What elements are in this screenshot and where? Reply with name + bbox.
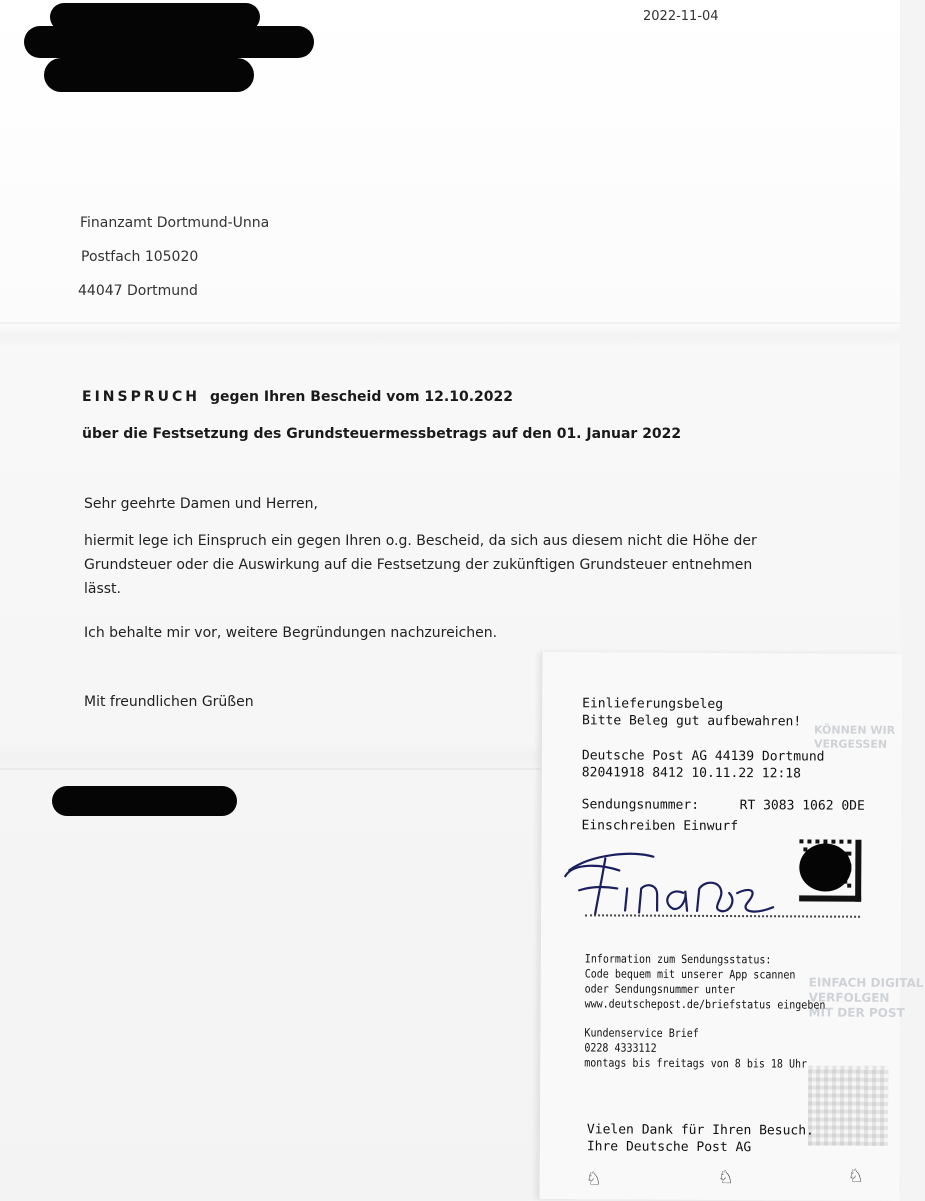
background-print: VERFOLGEN — [808, 990, 890, 1005]
posthorn-icon: ♘ — [717, 1166, 734, 1189]
info-title: Information zum Sendungsstatus: — [584, 953, 772, 967]
support-hours: montags bis freitags von 8 bis 18 Uhr — [584, 1057, 808, 1072]
thanks-line: Vielen Dank für Ihren Besuch. — [586, 1122, 814, 1139]
company-line: Ihre Deutsche Post AG — [586, 1139, 752, 1156]
subject-line-1 — [82, 389, 513, 405]
qr-code-print — [808, 1065, 888, 1145]
info-line-1: Code bequem mit unserer App scannen — [584, 968, 796, 983]
tracking-number: RT 3083 1062 0DE — [739, 798, 865, 814]
support-title: Kundenservice Brief — [584, 1027, 699, 1041]
datamatrix-code — [799, 839, 861, 901]
tracking-label: Sendungsnummer: — [581, 797, 700, 813]
recipient-pobox: Postfach 105020 — [81, 249, 199, 265]
receipt-title: Einlieferungsbeleg — [582, 696, 724, 713]
posthorn-icon: ♘ — [585, 1168, 602, 1190]
receipt-note: Bitte Beleg gut aufbewahren! — [582, 713, 802, 730]
info-line-2: oder Sendungsnummer unter — [584, 983, 736, 997]
background-print: VERGESSEN — [813, 737, 888, 751]
paragraph-2: Ich behalte mir vor, weitere Begründungen nachzureichen. — [84, 625, 498, 641]
recipient-name: Finanzamt Dortmund-Unna — [80, 215, 270, 231]
background-print: KÖNNEN WIR — [813, 723, 896, 737]
fold-line — [0, 322, 900, 324]
redacted-sender-line-3 — [44, 58, 254, 92]
service-type: Einschreiben Einwurf — [581, 818, 739, 835]
support-phone: 0228 4333112 — [584, 1042, 657, 1056]
handwritten-signature — [561, 842, 791, 923]
letter-date: 2022-11-04 — [643, 9, 719, 24]
subject-line-2: über die Festsetzung des Grundsteuermessbetrags auf den 01. Januar 2022 — [82, 426, 682, 442]
paragraph-1-line-2: Grundsteuer oder die Auswirkung auf die Festsetzung der zukünftigen Grundsteuer entnehmen lässt. — [84, 557, 753, 597]
closing: Mit freundlichen Grüßen — [84, 694, 254, 710]
redacted-signature-name — [52, 786, 237, 816]
post-receipt — [539, 652, 924, 1201]
salutation: Sehr geehrte Damen und Herren, — [84, 496, 318, 512]
info-line-3: www.deutschepost.de/briefstatus eingeben — [584, 998, 826, 1013]
receipt-office: Deutsche Post AG 44139 Dortmund — [581, 748, 825, 765]
posthorn-icon: ♘ — [847, 1165, 864, 1187]
redacted-sender-line-2 — [24, 26, 314, 58]
paragraph-1-line-1: hiermit lege ich Einspruch ein gegen Ihren o.g. Bescheid, da sich aus diesem nicht die Höhe der — [84, 533, 757, 549]
recipient-city: 44047 Dortmund — [78, 283, 198, 299]
receipt-transaction: 82041918 8412 10.11.22 12:18 — [581, 765, 801, 782]
subject-keyword: EINSPRUCH — [82, 389, 200, 405]
subject-rest: gegen Ihren Bescheid vom 12.10.2022 — [209, 389, 514, 405]
background-print: EINFACH DIGITAL — [808, 975, 924, 991]
background-print: MIT DER POST — [808, 1005, 905, 1020]
